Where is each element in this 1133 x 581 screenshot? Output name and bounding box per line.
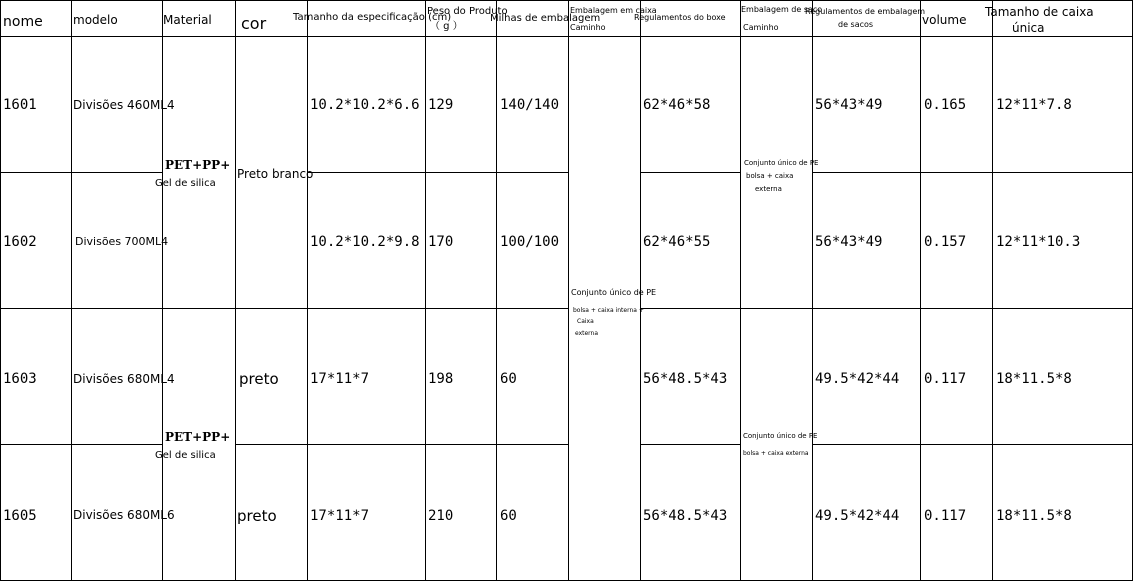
row-divider	[0, 444, 162, 445]
cell-reg-sacos: 49.5*42*44	[815, 371, 900, 387]
cell-modelo: Divisões 460ML4	[73, 98, 175, 112]
cell-tam-caixa: 12*11*7.8	[996, 97, 1072, 113]
row-divider	[235, 308, 307, 309]
cell-reg-sacos: 49.5*42*44	[815, 508, 900, 524]
emb-saco-cell-line2: bolsa + caixa externa	[743, 450, 809, 457]
header-milhas: Milhas de embalagem	[490, 13, 601, 24]
header-peso-line2: （ g ）	[430, 21, 463, 32]
cell-reg-boxe: 56*48.5*43	[643, 371, 728, 387]
col-divider	[235, 0, 236, 581]
header-reg-sacos-line2: de sacos	[838, 20, 874, 29]
cell-milhas: 140/140	[500, 97, 560, 113]
col-divider	[920, 0, 921, 581]
material-cell-line1: PET+PP+	[165, 158, 231, 172]
cell-tamanho: 10.2*10.2*9.8	[310, 234, 420, 250]
col-divider	[992, 0, 993, 581]
col-divider	[496, 0, 497, 581]
cell-nome: 1602	[3, 234, 37, 250]
cell-tam-caixa: 12*11*10.3	[996, 234, 1081, 250]
cell-modelo: Divisões 680ML4	[73, 372, 175, 386]
header-tam-caixa-line2: única	[1012, 21, 1045, 35]
cell-peso: 129	[428, 97, 454, 113]
cell-volume: 0.165	[924, 97, 967, 113]
header-emb-caixa-line2: Caminho	[570, 23, 606, 32]
cell-reg-boxe: 62*46*58	[643, 97, 711, 113]
emb-saco-cell-line1: Conjunto único de PE	[744, 159, 819, 167]
header-cor: cor	[241, 14, 267, 33]
emb-caixa-cell-line3: Caixa	[577, 318, 594, 325]
header-emb-caixa-line1: Embalagem em caixa	[570, 6, 657, 15]
emb-saco-cell-line2: bolsa + caixa	[746, 172, 794, 180]
cell-nome: 1605	[3, 508, 37, 524]
cell-tamanho: 17*11*7	[310, 508, 370, 524]
row-divider	[640, 308, 1133, 309]
table-border-left	[0, 0, 1, 581]
header-nome: nome	[3, 14, 43, 30]
cell-milhas: 60	[500, 508, 517, 524]
cell-modelo: Divisões 700ML4	[75, 235, 169, 248]
cell-modelo: Divisões 680ML6	[73, 508, 175, 522]
cell-peso: 170	[428, 234, 454, 250]
cor-cell: Preto branco	[237, 167, 314, 181]
col-divider	[740, 0, 741, 581]
header-tam-caixa-line1: Tamanho de caixa	[985, 5, 1094, 19]
cell-reg-boxe: 62*46*55	[643, 234, 711, 250]
col-divider	[162, 0, 163, 581]
row-divider	[640, 444, 740, 445]
material-cell-line2: Gel de silica	[155, 178, 216, 189]
col-divider	[568, 0, 569, 581]
header-modelo: modelo	[73, 13, 118, 27]
header-material: Material	[163, 13, 212, 27]
row-divider	[0, 172, 162, 173]
material-cell-line2: Gel de silica	[155, 450, 216, 461]
cell-tam-caixa: 18*11.5*8	[996, 371, 1072, 387]
header-emb-saco-line1: Embalagem de saco	[741, 5, 823, 14]
emb-saco-cell-line1: Conjunto único de PE	[743, 432, 818, 440]
cell-milhas: 100/100	[500, 234, 560, 250]
table-border-top	[0, 0, 1133, 1]
row-divider	[812, 172, 1133, 173]
cell-reg-boxe: 56*48.5*43	[643, 508, 728, 524]
cor-cell: preto	[239, 370, 279, 388]
cell-peso: 198	[428, 371, 454, 387]
emb-saco-cell-line3: externa	[755, 185, 782, 193]
header-reg-boxe: Regulamentos do boxe	[634, 13, 726, 22]
cell-reg-sacos: 56*43*49	[815, 97, 883, 113]
header-peso-line1: Peso do Produto	[427, 6, 508, 17]
emb-caixa-cell-line1: Conjunto único de PE	[571, 288, 657, 297]
col-divider	[71, 0, 72, 581]
material-cell-line1: PET+PP+	[165, 430, 231, 444]
emb-caixa-cell-line4: externa	[575, 330, 599, 337]
header-reg-sacos-line1: Regulamentos de embalagem	[805, 7, 926, 16]
emb-caixa-cell-line2: bolsa + caixa interna +	[573, 307, 644, 314]
cell-milhas: 60	[500, 371, 517, 387]
cor-cell: preto	[237, 507, 277, 525]
cell-nome: 1601	[3, 97, 37, 113]
cell-tamanho: 17*11*7	[310, 371, 370, 387]
cell-peso: 210	[428, 508, 454, 524]
cell-volume: 0.157	[924, 234, 967, 250]
row-divider	[640, 172, 740, 173]
row-divider	[307, 172, 568, 173]
cell-reg-sacos: 56*43*49	[815, 234, 883, 250]
col-divider	[425, 0, 426, 581]
cell-tam-caixa: 18*11.5*8	[996, 508, 1072, 524]
col-divider	[307, 0, 308, 581]
row-divider	[235, 444, 568, 445]
header-divider	[0, 36, 1133, 37]
header-emb-saco-line2: Caminho	[743, 23, 779, 32]
row-divider	[812, 444, 1133, 445]
col-divider	[812, 0, 813, 581]
header-tamanho: Tamanho da especificação (cm)	[293, 12, 452, 23]
cell-tamanho: 10.2*10.2*6.6	[310, 97, 420, 113]
cell-volume: 0.117	[924, 371, 967, 387]
cell-nome: 1603	[3, 371, 37, 387]
header-volume: volume	[922, 13, 967, 27]
cell-volume: 0.117	[924, 508, 967, 524]
